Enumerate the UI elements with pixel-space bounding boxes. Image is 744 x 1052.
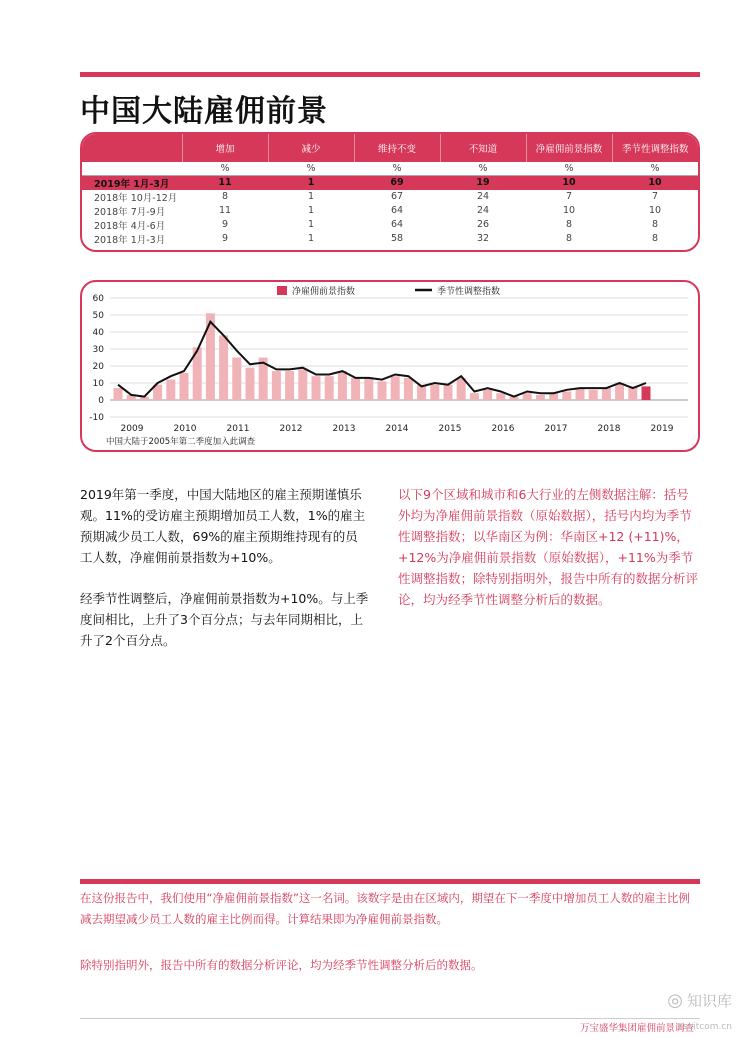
table-cell: 64: [390, 219, 404, 230]
chart-bar: [404, 378, 413, 400]
legend-line-label: 季节性调整指数: [437, 287, 501, 297]
chart-bar: [589, 390, 598, 400]
y-tick-label: 50: [92, 311, 104, 321]
chart-bar: [642, 386, 651, 400]
table-cell: 8: [651, 233, 659, 244]
table-cell: 9: [221, 233, 229, 244]
chart-bar: [166, 380, 175, 400]
watermark-url: sseitcom.cn: [678, 1022, 732, 1032]
row-label: 2018年 4月-6月: [94, 220, 166, 232]
table-cell: 11: [182, 175, 268, 190]
table-cell: 64: [390, 205, 404, 216]
table-cell: 1: [307, 205, 315, 216]
table-header-row: [82, 134, 698, 162]
outlook-chart: [82, 282, 698, 450]
table-cell: 32: [476, 233, 490, 244]
y-tick-label: 40: [92, 328, 104, 338]
header-decrease: 减少: [268, 134, 354, 162]
table-cell: 24: [476, 191, 490, 202]
table-cell: 69: [354, 175, 440, 190]
chart-bar: [378, 381, 387, 400]
table-row: [82, 218, 698, 232]
unit-cell: %: [268, 162, 354, 175]
footer-divider: [80, 1018, 700, 1019]
body-paragraph: 经季节性调整后，净雇佣前景指数为+10%。与上季度间相比，上升了3个百分点；与去年同期相比，上升了2个百分点。: [80, 591, 369, 648]
page-title: 中国大陆雇佣前景: [80, 94, 328, 129]
table-cell: 10: [612, 175, 698, 190]
x-tick-label: 2012: [279, 424, 303, 434]
table-cell: 58: [390, 233, 404, 244]
chart-bar: [496, 393, 505, 400]
table-cell: 10: [562, 205, 576, 216]
x-axis-ticks: [121, 424, 674, 434]
table-row: [82, 190, 698, 204]
chart-bar: [391, 376, 400, 400]
chart-bar: [325, 376, 334, 400]
chart-bar: [483, 390, 492, 400]
x-tick-label: 2013: [332, 424, 356, 434]
x-tick-label: 2015: [438, 424, 462, 434]
table-cell: 1: [268, 175, 354, 190]
chart-legend: [277, 285, 500, 297]
body-paragraph: 2019年第一季度，中国大陆地区的雇主预期谨慎乐观。11%的受访雇主预期增加员工人数，1%的雇主预期减少员工人数，69%的雇主预期维持现有的员工人数，净雇佣前景指数为+10%。: [80, 487, 366, 565]
unit-cell: %: [526, 162, 612, 175]
bottom-accent-bar: [80, 879, 700, 884]
header-dont-know: 不知道: [440, 134, 526, 162]
chart-bar: [338, 371, 347, 400]
unit-cell: %: [354, 162, 440, 175]
survey-table: [82, 134, 698, 246]
x-tick-label: 2010: [173, 424, 197, 434]
x-tick-label: 2011: [226, 424, 250, 434]
seasonal-note: 除特别指明外，报告中所有的数据分析评论，均为经季节性调整分析后的数据。: [80, 958, 483, 972]
chart-bar: [219, 335, 228, 400]
row-label: 2018年 10月-12月: [94, 192, 178, 204]
chart-bar: [312, 376, 321, 400]
chart-bar: [615, 385, 624, 400]
chart-bar: [536, 395, 545, 400]
table-cell: 24: [476, 205, 490, 216]
y-tick-label: 10: [92, 379, 104, 389]
table-cell: 8: [651, 219, 659, 230]
unit-cell: %: [182, 162, 268, 175]
row-label: 2018年 1月-3月: [94, 234, 166, 246]
y-tick-label: 20: [92, 362, 104, 372]
x-tick-label: 2018: [597, 424, 621, 434]
watermark: [667, 990, 732, 1011]
header-increase: 增加: [182, 134, 268, 162]
table-units-row: [82, 162, 698, 175]
table-cell: 19: [440, 175, 526, 190]
x-tick-label: 2019: [650, 424, 674, 434]
table-cell: 11: [218, 205, 232, 216]
chart-bar: [549, 393, 558, 400]
table-cell: 7: [651, 191, 659, 202]
x-tick-label: 2017: [544, 424, 568, 434]
y-tick-label: 30: [92, 345, 104, 355]
chart-bar: [246, 368, 255, 400]
chart-note: 中国大陆于2005年第二季度加入此调查: [106, 437, 256, 447]
table-row: [82, 204, 698, 218]
table-cell: 7: [565, 191, 573, 202]
unit-cell: %: [440, 162, 526, 175]
outlook-chart-panel: [80, 280, 700, 452]
y-tick-label: 0: [98, 396, 104, 406]
watermark-brand: 知识库: [686, 992, 732, 1010]
table-cell: 67: [390, 191, 404, 202]
y-tick-label: 60: [92, 294, 104, 304]
chart-bar: [523, 393, 532, 400]
chart-bar: [602, 388, 611, 400]
header-seasonal: 季节性调整指数: [612, 134, 698, 162]
row-label: 2019年 1月-3月: [82, 175, 182, 190]
table-row: [82, 175, 698, 190]
legend-bar-swatch: [277, 286, 287, 295]
chart-bar: [272, 371, 281, 400]
units-spacer: [82, 162, 182, 175]
header-no-change: 维持不变: [354, 134, 440, 162]
y-tick-label: -10: [89, 413, 104, 423]
table-cell: 10: [648, 205, 662, 216]
y-axis-ticks: [89, 294, 104, 423]
definition-note: 在这份报告中，我们使用“净雇佣前景指数”这一名词。该数字是由在区域内，期望在下一季度中增加员工人数的雇主比例减去期望减少员工人数的雇主比例而得。计算结果即为净雇佣前景指数。: [80, 891, 690, 926]
table-cell: 1: [307, 233, 315, 244]
top-accent-bar: [80, 72, 700, 77]
header-net-outlook: 净雇佣前景指数: [526, 134, 612, 162]
x-tick-label: 2009: [120, 424, 144, 434]
table-cell: 8: [565, 233, 573, 244]
chart-bar: [232, 358, 241, 401]
x-tick-label: 2016: [491, 424, 515, 434]
wechat-icon: ◎: [667, 990, 683, 1011]
chart-bar: [470, 393, 479, 400]
chart-bar: [180, 373, 189, 400]
body-right-column: [398, 484, 698, 610]
chart-bar: [430, 385, 439, 400]
chart-bar: [114, 388, 123, 400]
survey-table-panel: [80, 132, 700, 252]
table-cell: 1: [307, 191, 315, 202]
chart-bar: [351, 378, 360, 400]
chart-bar: [562, 392, 571, 401]
table-cell: 10: [526, 175, 612, 190]
table-cell: 8: [565, 219, 573, 230]
annotation-paragraph: 以下9个区域和城市和6大行业的左侧数据注解：括号外均为净雇佣前景指数（原始数据），括号内均为季节性调整指数；以华南区为例：华南区+12 (+11)%，+12%为净雇佣前景指数（原始数据），+11%为季节性调整指数；除特别指明外，报告中所有的数据分析评论，均为经季节性调整分析后的数据。: [398, 487, 699, 607]
header-period: [82, 134, 182, 162]
table-cell: 1: [307, 219, 315, 230]
table-cell: 8: [221, 191, 229, 202]
table-row: [82, 232, 698, 246]
row-label: 2018年 7月-9月: [94, 206, 166, 218]
table-cell: 26: [476, 219, 490, 230]
legend-bar-label: 净雇佣前景指数: [292, 287, 356, 297]
chart-bar: [298, 369, 307, 400]
chart-bar: [444, 385, 453, 400]
x-tick-label: 2014: [385, 424, 409, 434]
unit-cell: %: [612, 162, 698, 175]
chart-bar: [364, 378, 373, 400]
body-left-column: [80, 484, 370, 651]
table-cell: 9: [221, 219, 229, 230]
chart-bar: [576, 388, 585, 400]
footer-text: 万宝盛华集团雇佣前景调查: [579, 1023, 694, 1034]
chart-bar: [285, 371, 294, 400]
